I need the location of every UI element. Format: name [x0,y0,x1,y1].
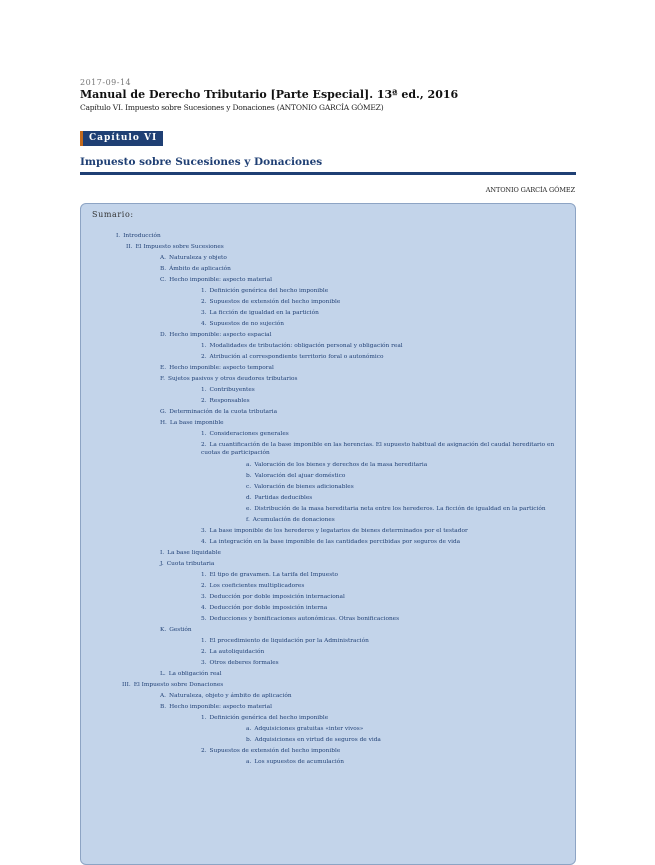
toc-item[interactable]: 2. Supuestos de extensión del hecho imponible [201,299,341,305]
toc-item[interactable]: A. Naturaleza y objeto [160,255,227,261]
toc-item[interactable]: e. Distribución de la masa hereditaria neta entre los herederos. La ficción de igualdad en la partición [246,506,546,512]
toc-item[interactable]: 1. Modalidades de tributación: obligación personal y obligación real [201,343,403,349]
toc-item[interactable]: C. Hecho imponible: aspecto material [160,277,272,283]
author-name: ANTONIO GARCÍA GÓMEZ [485,186,575,194]
toc-item[interactable]: 1. Consideraciones generales [201,431,289,437]
toc-item[interactable]: 2. Responsables [201,398,250,404]
toc-item[interactable]: 5. Deducciones y bonificaciones autonómicas. Otras bonificaciones [201,616,400,622]
toc-item[interactable]: f. Acumulación de donaciones [246,517,335,523]
toc-item[interactable]: B. Hecho imponible: aspecto material [160,704,272,710]
summary-label: Sumario: [92,210,134,219]
toc-item[interactable]: 2. La autoliquidación [201,649,265,655]
toc-item[interactable]: I. La base liquidable [160,550,221,556]
toc-item[interactable]: D. Hecho imponible: aspecto espacial [160,332,272,338]
toc-item[interactable]: 2. La cuantificación de la base imponible en las herencias. El supuesto habitual de asignación del caudal hereditario en cuotas de participación [201,442,555,456]
toc-item[interactable]: J. Cuota tributaria [160,561,215,567]
toc-item[interactable]: 3. Deducción por doble imposición internacional [201,594,345,600]
chapter-reference: Capítulo VI. Impuesto sobre Sucesiones y Donaciones (ANTONIO GARCÍA GÓMEZ) [80,103,384,112]
toc-item[interactable]: d. Partidas deducibles [246,495,313,501]
toc-item[interactable]: 1. Definición genérica del hecho imponible [201,715,329,721]
toc-item[interactable]: I. Introducción [116,233,161,239]
chapter-badge: Capítulo VI [80,131,163,146]
toc-item[interactable]: 2. Supuestos de extensión del hecho imponible [201,748,341,754]
toc-item[interactable]: 1. Definición genérica del hecho imponible [201,288,329,294]
toc-item[interactable]: c. Valoración de bienes adicionables [246,484,354,490]
toc-item[interactable]: III. El Impuesto sobre Donaciones [122,682,224,688]
toc-item[interactable]: A. Naturaleza, objeto y ámbito de aplicación [160,693,292,699]
toc-item[interactable]: 3. Otros deberes formales [201,660,279,666]
toc-item[interactable]: 3. La ficción de igualdad en la partición [201,310,319,316]
toc-item[interactable]: 1. Contribuyentes [201,387,255,393]
document-date: 2017-09-14 [80,78,132,87]
toc-item[interactable]: 2. Atribución al correspondiente territorio foral o autonómico [201,354,384,360]
toc-item[interactable]: 2. Los coeficientes multiplicadores [201,583,305,589]
toc-item[interactable]: B. Ámbito de aplicación [160,266,231,272]
toc-item[interactable]: a. Adquisiciones gratuitas «inter vivos» [246,726,364,732]
toc-item[interactable]: 3. La base imponible de los herederos y legatarios de bienes determinados por el testador [201,528,468,534]
toc-item[interactable]: F. Sujetos pasivos y otros deudores tributarios [160,376,298,382]
toc-item[interactable]: b. Valoración del ajuar doméstico [246,473,346,479]
toc-item[interactable]: K. Gestión [160,627,192,633]
toc-item[interactable]: 1. El procedimiento de liquidación por la Administración [201,638,369,644]
toc-item[interactable]: E. Hecho imponible: aspecto temporal [160,365,274,371]
toc-item[interactable]: II. El Impuesto sobre Sucesiones [126,244,224,250]
toc-item[interactable]: H. La base imponible [160,420,224,426]
toc-item[interactable]: 4. Deducción por doble imposición interna [201,605,328,611]
toc-item[interactable]: L. La obligación real [160,671,222,677]
toc-item[interactable]: a. Valoración de los bienes y derechos de la masa hereditaria [246,462,428,468]
toc-item[interactable]: 4. Supuestos de no sujeción [201,321,285,327]
toc-item[interactable]: 4. La integración en la base imponible de las cantidades percibidas por seguros de vida [201,539,461,545]
title-divider [80,172,576,175]
page-title: Impuesto sobre Sucesiones y Donaciones [80,156,323,168]
toc-item[interactable]: a. Los supuestos de acumulación [246,759,344,765]
book-title[interactable]: Manual de Derecho Tributario [Parte Especial]. 13ª ed., 2016 [80,88,459,101]
toc-item[interactable]: G. Determinación de la cuota tributaria [160,409,278,415]
toc-item[interactable]: 1. El tipo de gravamen. La tarifa del Impuesto [201,572,338,578]
toc-item[interactable]: b. Adquisiciones en virtud de seguros de vida [246,737,381,743]
